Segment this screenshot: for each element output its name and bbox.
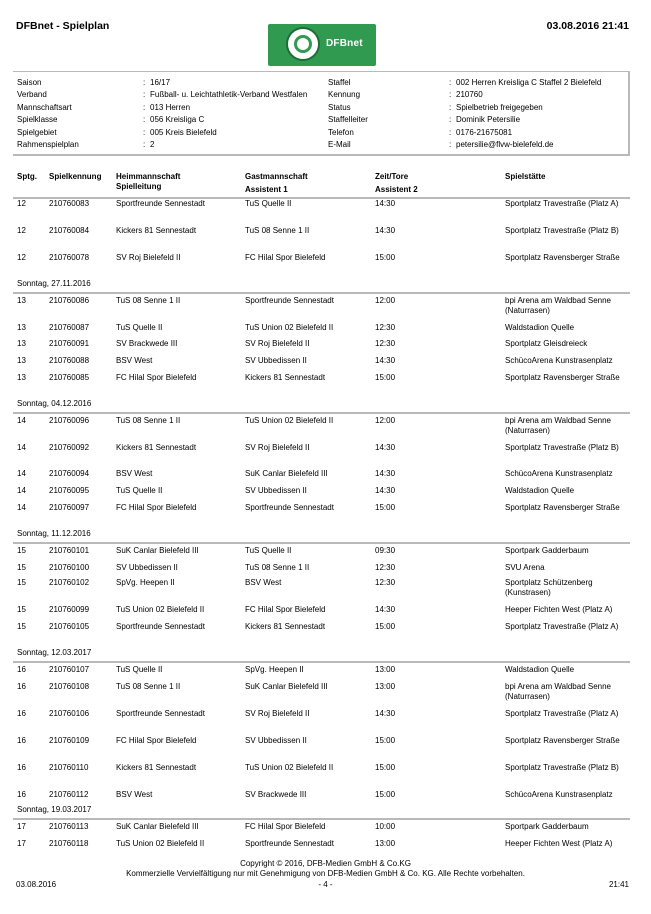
cell-kennung: 210760100 — [49, 563, 90, 572]
cell-sptg: 15 — [17, 622, 26, 631]
meta-value: petersilie@flvw-bielefeld.de — [456, 140, 554, 149]
cell-time: 15:00 — [375, 736, 396, 745]
cell-kennung: 210760087 — [49, 323, 90, 332]
cell-away-team: SV Roj Bielefeld II — [245, 339, 310, 348]
meta-value: 005 Kreis Bielefeld — [150, 128, 217, 137]
cell-time: 15:00 — [375, 373, 396, 382]
cell-home-team: FC Hilal Spor Bielefeld — [116, 503, 197, 512]
date-heading-text: Sonntag, 12.03.2017 — [17, 648, 92, 657]
cell-kennung: 210760084 — [49, 226, 90, 235]
cell-sptg: 13 — [17, 339, 26, 348]
cell-kennung: 210760102 — [49, 578, 90, 587]
meta-label: Kennung — [328, 90, 361, 99]
cell-venue: SVU Arena — [505, 563, 545, 572]
date-heading-text: Sonntag, 27.11.2016 — [17, 279, 91, 288]
meta-label: Rahmenspielplan — [17, 140, 79, 149]
cell-away-team: TuS Union 02 Bielefeld II — [245, 416, 334, 425]
cell-kennung: 210760105 — [49, 622, 90, 631]
cell-away-team: FC Hilal Spor Bielefeld — [245, 822, 326, 831]
cell-time: 14:30 — [375, 443, 396, 452]
meta-label: Saison — [17, 78, 42, 87]
cell-sptg: 15 — [17, 605, 26, 614]
meta-value: 2 — [150, 140, 155, 149]
cell-home-team: Kickers 81 Sennestadt — [116, 443, 197, 452]
cell-time: 14:30 — [375, 226, 396, 235]
dfb-emblem-icon — [286, 27, 320, 61]
cell-time: 13:00 — [375, 682, 396, 691]
col-header-kennung: Spielkennung — [49, 172, 102, 181]
cell-sptg: 17 — [17, 839, 26, 848]
cell-home-team: Sportfreunde Sennestadt — [116, 199, 205, 208]
cell-kennung: 210760112 — [49, 790, 89, 799]
cell-away-team: SuK Canlar Bielefeld III — [245, 469, 328, 478]
cell-away-team: TuS Union 02 Bielefeld II — [245, 323, 334, 332]
cell-kennung: 210760109 — [49, 736, 90, 745]
cell-home-team: SV Roj Bielefeld II — [116, 253, 181, 262]
cell-sptg: 14 — [17, 486, 26, 495]
cell-sptg: 16 — [17, 665, 26, 674]
meta-sep: : — [449, 90, 452, 99]
cell-sptg: 17 — [17, 822, 26, 831]
cell-venue: Sportplatz Ravensberger Straße — [505, 253, 620, 262]
cell-sptg: 16 — [17, 682, 26, 691]
cell-time: 09:30 — [375, 546, 396, 555]
cell-time: 13:00 — [375, 839, 396, 848]
cell-venue: Sportplatz Gleisdreieck — [505, 339, 588, 348]
date-heading — [13, 398, 630, 414]
cell-venue: SchücoArena Kunstrasenplatz — [505, 790, 613, 799]
cell-time: 10:00 — [375, 822, 396, 831]
cell-venue: Waldstadion Quelle — [505, 486, 575, 495]
cell-home-team: Kickers 81 Sennestadt — [116, 763, 197, 772]
cell-home-team: SuK Canlar Bielefeld III — [116, 546, 199, 555]
cell-kennung: 210760097 — [49, 503, 90, 512]
cell-away-team: SuK Canlar Bielefeld III — [245, 682, 328, 691]
cell-kennung: 210760099 — [49, 605, 90, 614]
cell-sptg: 15 — [17, 578, 26, 587]
cell-home-team: SpVg. Heepen II — [116, 578, 175, 587]
cell-away-team: Sportfreunde Sennestadt — [245, 503, 334, 512]
col-header-venue: Spielstätte — [505, 172, 546, 181]
cell-sptg: 15 — [17, 546, 26, 555]
meta-sep: : — [143, 90, 146, 99]
date-divider — [13, 412, 630, 414]
cell-sptg: 12 — [17, 226, 26, 235]
cell-away-team: Sportfreunde Sennestadt — [245, 296, 334, 305]
cell-time: 15:00 — [375, 763, 396, 772]
cell-kennung: 210760094 — [49, 469, 90, 478]
cell-sptg: 15 — [17, 563, 26, 572]
footer-page-number: - 4 - — [318, 880, 333, 889]
cell-kennung: 210760083 — [49, 199, 90, 208]
cell-time: 14:30 — [375, 356, 396, 365]
cell-venue: bpi Arena am Waldbad Senne (Naturrasen) — [505, 416, 611, 435]
meta-sep: : — [143, 78, 146, 87]
page-title: DFBnet - Spielplan — [16, 20, 110, 32]
meta-label: Spielgebiet — [17, 128, 57, 137]
cell-kennung: 210760118 — [49, 839, 89, 848]
footer-time: 21:41 — [608, 880, 629, 889]
date-heading — [13, 528, 630, 544]
cell-venue: Sportpark Gadderbaum — [505, 546, 589, 555]
cell-venue: Sportpark Gadderbaum — [505, 822, 589, 831]
cell-home-team: TuS Quelle II — [116, 665, 163, 674]
cell-sptg: 14 — [17, 416, 26, 425]
cell-sptg: 12 — [17, 199, 26, 208]
date-heading — [13, 278, 630, 294]
cell-time: 14:30 — [375, 469, 396, 478]
cell-away-team: SV Ubbedissen II — [245, 356, 307, 365]
meta-value: 210760 — [456, 90, 483, 99]
cell-home-team: TuS 08 Senne 1 II — [116, 296, 181, 305]
date-heading — [13, 804, 630, 820]
cell-kennung: 210760086 — [49, 296, 90, 305]
cell-time: 12:00 — [375, 296, 396, 305]
cell-venue: Heeper Fichten West (Platz A) — [505, 839, 613, 848]
meta-value: 002 Herren Kreisliga C Staffel 2 Bielefeld — [456, 78, 602, 87]
cell-kennung: 210760108 — [49, 682, 90, 691]
cell-venue: SchücoArena Kunstrasenplatz — [505, 356, 613, 365]
cell-venue: bpi Arena am Waldbad Senne (Naturrasen) — [505, 682, 611, 701]
cell-away-team: SV Ubbedissen II — [245, 736, 307, 745]
date-heading — [13, 647, 630, 663]
cell-away-team: SV Roj Bielefeld II — [245, 443, 310, 452]
cell-away-team: FC Hilal Spor Bielefeld — [245, 253, 326, 262]
cell-time: 12:30 — [375, 339, 396, 348]
cell-home-team: TuS 08 Senne 1 II — [116, 416, 181, 425]
cell-venue: Sportplatz Schützenberg (Kunstrasen) — [505, 578, 593, 597]
cell-home-team: BSV West — [116, 469, 153, 478]
cell-time: 14:30 — [375, 709, 396, 718]
date-heading-text: Sonntag, 04.12.2016 — [17, 399, 92, 408]
cell-kennung: 210760107 — [49, 665, 90, 674]
cell-kennung: 210760078 — [49, 253, 90, 262]
cell-away-team: Kickers 81 Sennestadt — [245, 622, 326, 631]
cell-venue: Sportplatz Travestraße (Platz A) — [505, 199, 619, 208]
cell-sptg: 12 — [17, 253, 26, 262]
cell-time: 12:00 — [375, 416, 396, 425]
cell-home-team: BSV West — [116, 356, 153, 365]
cell-sptg: 16 — [17, 790, 26, 799]
cell-home-team: TuS Quelle II — [116, 323, 163, 332]
page-datetime: 03.08.2016 21:41 — [546, 20, 629, 32]
meta-value: Dominik Petersilie — [456, 115, 521, 124]
cell-home-team: TuS 08 Senne 1 II — [116, 682, 181, 691]
cell-venue: bpi Arena am Waldbad Senne (Naturrasen) — [505, 296, 611, 315]
cell-venue: Sportplatz Ravensberger Straße — [505, 373, 620, 382]
cell-time: 14:30 — [375, 605, 396, 614]
meta-label: Telefon — [328, 128, 354, 137]
meta-sep: : — [449, 128, 452, 137]
cell-kennung: 210760088 — [49, 356, 90, 365]
date-heading-text: Sonntag, 11.12.2016 — [17, 529, 91, 538]
cell-venue: SchücoArena Kunstrasenplatz — [505, 469, 613, 478]
cell-venue: Sportplatz Ravensberger Straße — [505, 736, 620, 745]
cell-venue: Heeper Fichten West (Platz A) — [505, 605, 613, 614]
cell-home-team: BSV West — [116, 790, 153, 799]
meta-value: 0176-21675081 — [456, 128, 513, 137]
cell-sptg: 16 — [17, 709, 26, 718]
dfbnet-logo — [268, 24, 376, 66]
cell-sptg: 16 — [17, 763, 26, 772]
cell-home-team: TuS Union 02 Bielefeld II — [116, 605, 205, 614]
cell-home-team: TuS Union 02 Bielefeld II — [116, 839, 205, 848]
meta-label: Staffel — [328, 78, 351, 87]
date-heading-text: Sonntag, 19.03.2017 — [17, 805, 92, 814]
meta-label: E-Mail — [328, 140, 351, 149]
cell-kennung: 210760092 — [49, 443, 90, 452]
meta-value: 013 Herren — [150, 103, 191, 112]
cell-sptg: 14 — [17, 443, 26, 452]
meta-sep: : — [143, 115, 146, 124]
cell-away-team: SV Ubbedissen II — [245, 486, 307, 495]
date-divider — [13, 661, 630, 663]
cell-away-team: TuS Quelle II — [245, 546, 292, 555]
meta-sep: : — [143, 103, 146, 112]
cell-home-team: SuK Canlar Bielefeld III — [116, 822, 199, 831]
cell-time: 15:00 — [375, 790, 396, 799]
col-header-assistent1: Assistent 1 — [245, 185, 288, 194]
col-header-assistent2: Assistent 2 — [375, 185, 418, 194]
footer-date: 03.08.2016 — [16, 880, 57, 889]
meta-label: Status — [328, 103, 351, 112]
meta-label: Mannschaftsart — [17, 103, 72, 112]
meta-label: Spielklasse — [17, 115, 58, 124]
date-divider — [13, 818, 630, 820]
cell-away-team: TuS Union 02 Bielefeld II — [245, 763, 334, 772]
cell-sptg: 14 — [17, 469, 26, 478]
cell-kennung: 210760106 — [49, 709, 90, 718]
footer-copyright: Copyright © 2016, DFB-Medien GmbH & Co.KG — [240, 859, 411, 868]
logo-text: DFBnet — [326, 38, 363, 49]
meta-value: Spielbetrieb freigegeben — [456, 103, 543, 112]
cell-away-team: BSV West — [245, 578, 282, 587]
cell-away-team: TuS 08 Senne 1 II — [245, 226, 310, 235]
cell-time: 12:30 — [375, 563, 396, 572]
meta-sep: : — [449, 140, 452, 149]
cell-sptg: 13 — [17, 296, 26, 305]
meta-sep: : — [449, 115, 452, 124]
cell-venue: Sportplatz Travestraße (Platz A) — [505, 622, 619, 631]
cell-kennung: 210760096 — [49, 416, 90, 425]
meta-value: Fußball- u. Leichtathletik-Verband Westfalen — [150, 90, 308, 99]
cell-kennung: 210760091 — [49, 339, 90, 348]
cell-venue: Sportplatz Travestraße (Platz B) — [505, 226, 619, 235]
cell-sptg: 16 — [17, 736, 26, 745]
col-header-spielleitung: Spielleitung — [116, 182, 162, 191]
col-header-sptg: Sptg. — [17, 172, 37, 181]
meta-sep: : — [449, 103, 452, 112]
cell-kennung: 210760095 — [49, 486, 90, 495]
cell-time: 14:30 — [375, 486, 396, 495]
meta-value: 056 Kreisliga C — [150, 115, 205, 124]
cell-kennung: 210760101 — [49, 546, 90, 555]
cell-time: 15:00 — [375, 253, 396, 262]
cell-venue: Waldstadion Quelle — [505, 323, 575, 332]
cell-home-team: FC Hilal Spor Bielefeld — [116, 373, 197, 382]
cell-kennung: 210760110 — [49, 763, 89, 772]
cell-home-team: SV Brackwede III — [116, 339, 178, 348]
cell-away-team: SpVg. Heepen II — [245, 665, 304, 674]
cell-away-team: SV Brackwede III — [245, 790, 307, 799]
meta-sep: : — [143, 128, 146, 137]
cell-away-team: SV Roj Bielefeld II — [245, 709, 310, 718]
meta-label: Verband — [17, 90, 47, 99]
cell-sptg: 13 — [17, 323, 26, 332]
cell-time: 12:30 — [375, 578, 396, 587]
meta-sep: : — [143, 140, 146, 149]
cell-home-team: Sportfreunde Sennestadt — [116, 709, 205, 718]
cell-venue: Sportplatz Travestraße (Platz A) — [505, 709, 619, 718]
cell-kennung: 210760085 — [49, 373, 90, 382]
footer-notice: Kommerzielle Vervielfältigung nur mit Genehmigung von DFB-Medien GmbH & Co. KG. Alle Rechte vorbehalten. — [126, 869, 525, 878]
cell-home-team: Kickers 81 Sennestadt — [116, 226, 197, 235]
meta-value: 16/17 — [150, 78, 171, 87]
cell-time: 13:00 — [375, 665, 396, 674]
cell-home-team: Sportfreunde Sennestadt — [116, 622, 205, 631]
date-divider — [13, 292, 630, 294]
cell-away-team: TuS 08 Senne 1 II — [245, 563, 310, 572]
cell-venue: Waldstadion Quelle — [505, 665, 575, 674]
col-header-heim: Heimmannschaft — [116, 172, 181, 181]
cell-home-team: TuS Quelle II — [116, 486, 163, 495]
cell-time: 12:30 — [375, 323, 396, 332]
cell-time: 14:30 — [375, 199, 396, 208]
col-header-gast: Gastmannschaft — [245, 172, 308, 181]
cell-sptg: 13 — [17, 373, 26, 382]
date-divider — [13, 542, 630, 544]
cell-away-team: FC Hilal Spor Bielefeld — [245, 605, 326, 614]
cell-venue: Sportplatz Ravensberger Straße — [505, 503, 620, 512]
cell-sptg: 14 — [17, 503, 26, 512]
cell-venue: Sportplatz Travestraße (Platz B) — [505, 763, 619, 772]
cell-home-team: SV Ubbedissen II — [116, 563, 178, 572]
col-header-zeit: Zeit/Tore — [375, 172, 409, 181]
cell-sptg: 13 — [17, 356, 26, 365]
cell-away-team: Sportfreunde Sennestadt — [245, 839, 334, 848]
cell-kennung: 210760113 — [49, 822, 89, 831]
meta-label: Staffelleiter — [328, 115, 368, 124]
cell-home-team: FC Hilal Spor Bielefeld — [116, 736, 197, 745]
cell-venue: Sportplatz Travestraße (Platz B) — [505, 443, 619, 452]
cell-time: 15:00 — [375, 503, 396, 512]
cell-away-team: TuS Quelle II — [245, 199, 292, 208]
cell-time: 15:00 — [375, 622, 396, 631]
cell-away-team: Kickers 81 Sennestadt — [245, 373, 326, 382]
meta-sep: : — [449, 78, 452, 87]
